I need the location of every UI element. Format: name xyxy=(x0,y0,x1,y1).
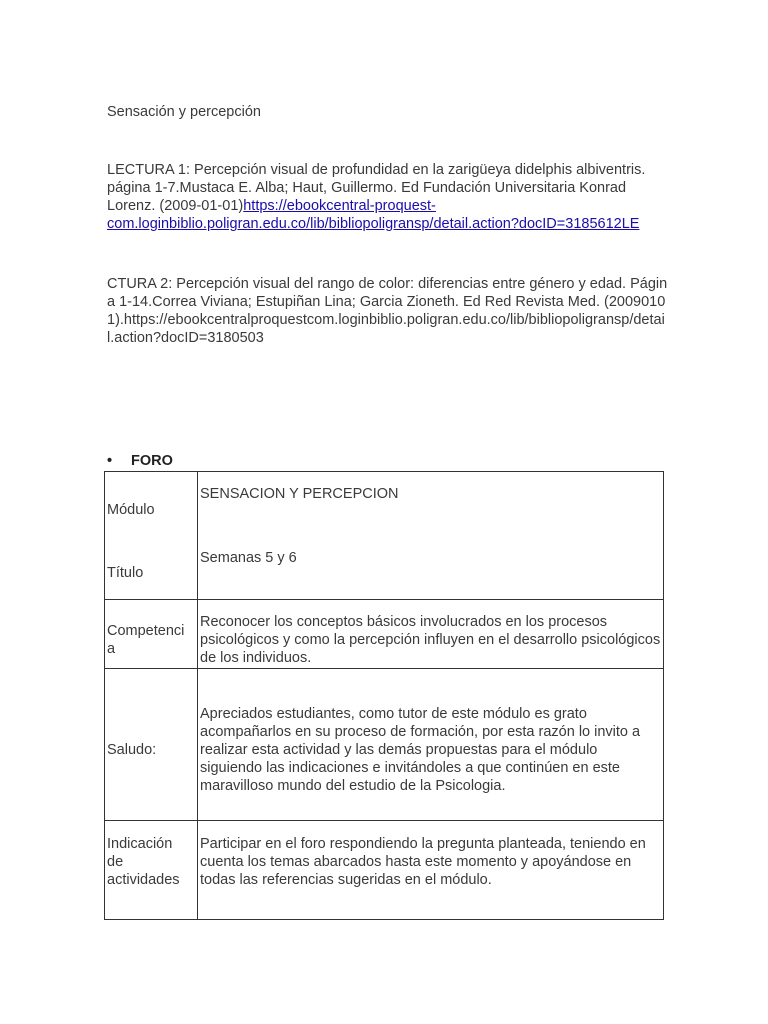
saludo-value-cell xyxy=(198,669,664,821)
lectura-2-paragraph: CTURA 2: Percepción visual del rango de color: diferencias entre género y edad. Página 1-14.Correa Viviana; Estupiñan Lina; Garcia Zioneth. Ed Red Revista Med. (20090101).https://ebookcentralproquestcom.loginbiblio.poligran.edu.co/lib/bibliopoligransp/detail.action?docID=3180503 xyxy=(107,276,668,346)
lectura-1-paragraph xyxy=(107,161,672,233)
indicacion-value: Participar en el foro respondiendo la pregunta planteada, teniendo en cuenta los temas abarcados hasta este momento y apoyándose en todas las referencias sugeridas en el módulo. xyxy=(200,836,646,888)
competencia-label-line2: a xyxy=(107,641,116,657)
foro-bullet-item xyxy=(107,452,173,470)
titulo-label: Título xyxy=(107,565,144,581)
indicacion-value-cell xyxy=(198,821,664,920)
modulo-value: SENSACION Y PERCEPCION xyxy=(200,486,399,502)
indicacion-label-line3: actividades xyxy=(107,872,180,888)
competencia-label-cell xyxy=(105,600,198,669)
lectura-1-text: LECTURA 1: Percepción visual de profundidad en la zarigüeya didelphis albiventris. página 1-7.Mustaca E. Alba; Haut, Guillermo. Ed Fundación Universitaria Konrad Lorenz. (2009-01-01) xyxy=(107,162,646,214)
saludo-value: Apreciados estudiantes, como tutor de este módulo es grato acompañarlos en su proceso de formación, por esta razón lo invito a realizar esta actividad y las demás propuestas para el módulo siguiendo las indicaciones e invitándoles a que continúen en este maravilloso mundo del estudio de la Psicologia. xyxy=(200,706,641,794)
table-row-modulo-titulo xyxy=(105,472,664,600)
lectura-1-link[interactable]: https://ebookcentral-proquest-com.loginbiblio.poligran.edu.co/lib/bibliopoligransp/detail.action?docID=3185612LE xyxy=(107,198,640,232)
saludo-label: Saludo: xyxy=(107,742,157,758)
modulo-label: Módulo xyxy=(107,502,155,518)
indicacion-label-line2: de xyxy=(107,854,124,870)
foro-table xyxy=(104,471,664,920)
table-row-competencia xyxy=(105,600,664,669)
competencia-value: Reconocer los conceptos básicos involucrados en los procesos psicológicos y como la percepción influyen en el desarrollo psicológicos de los individuos. xyxy=(200,614,661,666)
bullet-icon: • xyxy=(107,453,113,469)
titulo-value: Semanas 5 y 6 xyxy=(200,550,297,566)
table-row-saludo xyxy=(105,669,664,821)
indicacion-label-cell xyxy=(105,821,198,920)
document-title: Sensación y percepción xyxy=(107,104,261,120)
competencia-label-line1: Competenci xyxy=(107,623,185,639)
saludo-label-cell xyxy=(105,669,198,821)
competencia-value-cell xyxy=(198,600,664,669)
foro-heading: FORO xyxy=(131,453,173,469)
modulo-titulo-label-cell xyxy=(105,472,198,600)
table-row-indicacion xyxy=(105,821,664,920)
indicacion-label-line1: Indicación xyxy=(107,836,173,852)
modulo-titulo-value-cell xyxy=(198,472,664,600)
